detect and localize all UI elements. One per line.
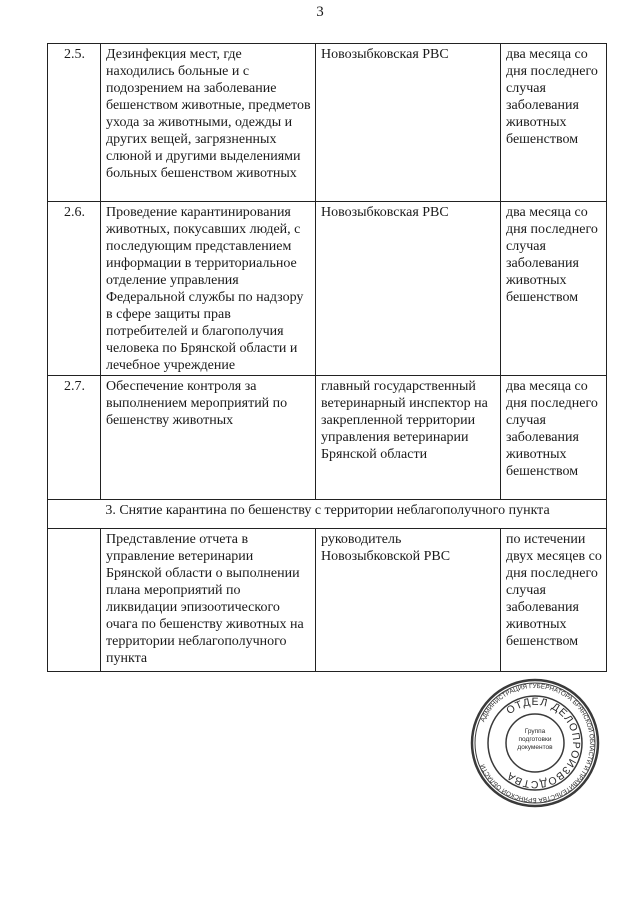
row-number: 2.6.	[48, 202, 101, 376]
term-cell: два месяца со дня последнего случая заболевания животных бешенством	[501, 44, 607, 202]
responsible-cell: Новозыбковская РВС	[316, 44, 501, 202]
page-number: 3	[316, 4, 324, 20]
official-stamp	[470, 678, 600, 808]
section-3-title: 3. Снятие карантина по бешенству с территории неблагополучного пункта	[48, 500, 607, 529]
stamp-ring-text: ОТДЕЛ ДЕЛОПРОИЗВОДСТВА	[504, 695, 583, 791]
row-number	[48, 529, 101, 672]
responsible-cell: руководитель Новозыбковской РВС	[316, 529, 501, 672]
responsible-cell: Новозыбковская РВС	[316, 202, 501, 376]
term-cell: по истечении двух месяцев со дня последнего случая заболевания животных бешенством	[501, 529, 607, 672]
term-cell: два месяца со дня последнего случая заболевания животных бешенством	[501, 376, 607, 500]
plan-table	[47, 43, 607, 672]
table-row	[48, 376, 607, 500]
row-number: 2.7.	[48, 376, 101, 500]
responsible-cell: главный государственный ветеринарный инспектор на закрепленной территории управления ветеринарии Брянской области	[316, 376, 501, 500]
section-header-row	[48, 500, 607, 529]
stamp-outer-text: АДМИНИСТРАЦИЯ ГУБЕРНАТОРА БРЯНСКОЙ ОБЛАСТИ И ПРАВИТЕЛЬСТВА БРЯНСКОЙ ОБЛАСТИ	[479, 682, 596, 804]
stamp-center-text: Группа подготовки документов	[517, 728, 553, 751]
table-row	[48, 202, 607, 376]
action-cell: Дезинфекция мест, где находились больные и с подозрением на заболевание бешенством животные, предметов ухода за животными, одежды и других вещей, загрязненных слюной и другими выделениями больных бешенством животных	[101, 44, 316, 202]
row-number: 2.5.	[48, 44, 101, 202]
action-cell: Представление отчета в управление ветеринарии Брянской области о выполнении плана мероприятий по ликвидации эпизоотического очага по бешенству животных на территории неблагополучного пункта	[101, 529, 316, 672]
action-cell: Проведение карантинирования животных, покусавших людей, с последующим представлением информации в территориальное отделение управления Федеральной службы по надзору в сфере защиты прав потребителей и благополучия человека по Брянской области и лечебное учреждение	[101, 202, 316, 376]
term-cell: два месяца со дня последнего случая заболевания животных бешенством	[501, 202, 607, 376]
table-row	[48, 529, 607, 672]
table-row	[48, 44, 607, 202]
action-cell: Обеспечение контроля за выполнением мероприятий по бешенству животных	[101, 376, 316, 500]
